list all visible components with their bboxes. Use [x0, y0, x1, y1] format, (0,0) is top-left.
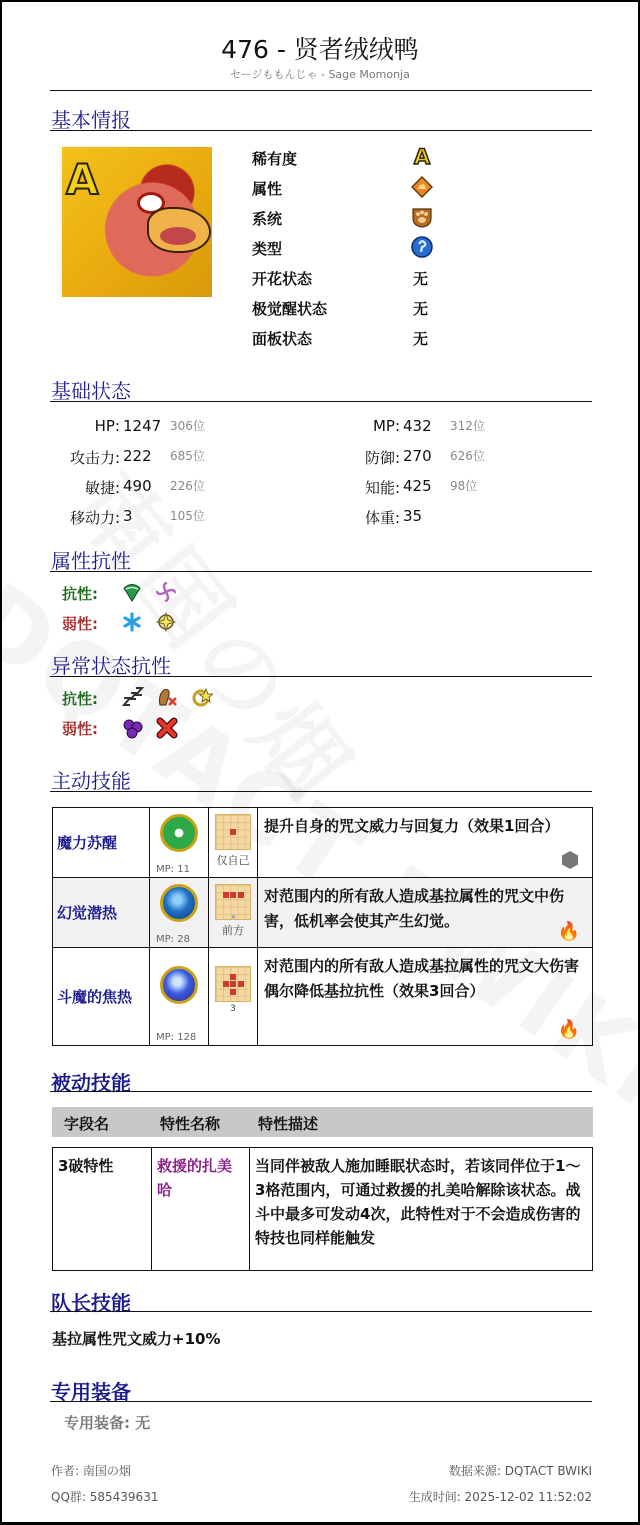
skill-range-cell	[209, 948, 258, 1046]
cancel-icon	[156, 717, 178, 739]
stat-label-mp: MP:	[372, 417, 400, 435]
skill-row[interactable]	[53, 948, 593, 1046]
passive-name: 救援的扎美哈	[152, 1148, 250, 1271]
header-trait-name: 特性名称	[160, 1115, 221, 1133]
rank-letter: A	[66, 155, 99, 204]
stat-value-move: 3	[123, 507, 133, 525]
info-label-family: 系统	[252, 210, 283, 228]
wind-element-icon	[122, 582, 142, 602]
page	[2, 2, 638, 1522]
section-basic-info: 基本情报	[51, 108, 131, 132]
stat-label-def: 防御:	[364, 449, 400, 467]
passive-row[interactable]	[53, 1148, 593, 1271]
divider	[50, 676, 592, 677]
skill-mp: MP: 28	[156, 934, 190, 945]
divider	[50, 791, 592, 792]
fire-element-icon	[411, 176, 433, 198]
spell-orb-icon	[160, 814, 198, 852]
skill-name: 斗魔的焦热	[53, 948, 150, 1046]
passive-skills-table	[52, 1147, 593, 1271]
skill-range-cell	[209, 878, 258, 948]
dizzy-icon	[191, 687, 213, 707]
divider	[50, 1091, 592, 1092]
stat-rank-def: 626位	[450, 449, 485, 463]
stat-label-weight: 体重:	[364, 509, 400, 527]
stat-value-hp: 1247	[123, 417, 162, 435]
info-label-rarity: 稀有度	[252, 150, 298, 168]
spell-orb-icon	[160, 884, 198, 922]
status-resist-label: 抗性:	[62, 690, 98, 708]
skill-mp: MP: 11	[156, 864, 190, 875]
section-active-skills: 主动技能	[51, 769, 131, 793]
rank-a-icon: A	[413, 145, 431, 169]
element-weak-label: 弱性:	[62, 615, 98, 633]
skill-desc: 对范围内的所有敌人造成基拉属性的咒文中伤害，低机率会使其产生幻觉。 🔥	[258, 878, 593, 948]
stat-rank-atk: 685位	[170, 449, 205, 463]
stat-rank-int: 98位	[450, 479, 478, 493]
stat-label-hp: HP:	[94, 417, 120, 435]
skill-mp: MP: 128	[156, 1032, 197, 1043]
stat-rank-move: 105位	[170, 509, 205, 523]
skill-desc: 提升自身的咒文威力与回复力（效果1回合）	[258, 808, 593, 878]
info-label-element: 属性	[252, 180, 283, 198]
section-passive-skills: 被动技能	[51, 1071, 131, 1095]
section-base-stats: 基础状态	[51, 379, 131, 403]
sleep-icon	[122, 687, 144, 707]
stat-rank-hp: 306位	[170, 419, 205, 433]
info-value-bloom: 无	[413, 270, 429, 288]
stat-label-agi: 敏捷:	[84, 479, 120, 497]
leader-skill-text: 基拉属性咒文威力+10%	[52, 1330, 221, 1348]
passive-field: 3破特性	[53, 1148, 152, 1271]
passive-desc: 当同伴被敌人施加睡眠状态时，若该同伴位于1～3格范围内，可通过救援的扎美哈解除该状态。战斗中最多可发动4次，此特性对于不会造成伤害的特技也同样能触发	[250, 1148, 593, 1271]
range-label: 前方	[222, 924, 244, 937]
section-element-resist: 属性抗性	[51, 549, 131, 573]
range-grid-icon	[215, 966, 251, 1002]
skill-name: 幻觉潜热	[53, 878, 150, 948]
info-label-awaken: 极觉醒状态	[252, 300, 328, 318]
exclusive-equip-text: 专用装备: 无	[64, 1414, 151, 1432]
flame-icon: 🔥	[557, 921, 580, 942]
footer-generated: 生成时间: 2025-12-02 11:52:02	[408, 1490, 592, 1504]
status-weak-label: 弱性:	[62, 720, 98, 738]
stat-value-atk: 222	[123, 447, 152, 465]
stat-value-mp: 432	[403, 417, 432, 435]
divider	[50, 1401, 592, 1402]
stat-label-int: 知能:	[364, 479, 400, 497]
footer-source: 数据来源: DQTACT BWIKI	[448, 1464, 592, 1478]
divider	[50, 401, 592, 402]
section-leader-skill: 队长技能	[51, 1291, 131, 1315]
beast-paw-icon	[411, 206, 433, 228]
skill-row[interactable]	[53, 808, 593, 878]
header-trait-desc: 特性描述	[258, 1115, 319, 1133]
skill-icon-cell	[150, 808, 209, 878]
page-subtitle: セージももんじゃ - Sage Momonja	[230, 68, 410, 81]
stat-value-def: 270	[403, 447, 432, 465]
info-value-awaken: 无	[413, 300, 429, 318]
range-label: 仅自己	[216, 854, 250, 867]
skill-row[interactable]	[53, 878, 593, 948]
flame-icon: 🔥	[557, 1019, 580, 1040]
magic-type-icon	[411, 236, 433, 258]
hexagon-icon	[562, 851, 578, 869]
info-label-type: 类型	[252, 240, 283, 258]
passive-table-header	[52, 1107, 593, 1137]
info-label-panel: 面板状态	[252, 330, 313, 348]
section-status-resist: 异常状态抗性	[51, 654, 171, 678]
light-element-icon	[156, 612, 176, 632]
ice-element-icon	[122, 612, 142, 632]
spell-orb-icon	[160, 966, 198, 1004]
divider	[50, 130, 592, 131]
skill-icon-cell	[150, 948, 209, 1046]
range-label: 3	[230, 1004, 236, 1014]
page-title: 476 - 贤者绒绒鸭	[221, 35, 419, 64]
poison-icon	[122, 717, 144, 739]
skill-range-cell	[209, 808, 258, 878]
skill-name: 魔力苏醒	[53, 808, 150, 878]
element-resist-label: 抗性:	[62, 585, 98, 603]
stat-label-move: 移动力:	[69, 509, 120, 527]
stat-rank-agi: 226位	[170, 479, 205, 493]
stat-value-weight: 35	[403, 507, 423, 525]
monster-portrait	[62, 147, 212, 297]
footer-author: 作者: 南国の烟	[51, 1464, 131, 1478]
seal-icon	[156, 687, 178, 707]
stat-value-agi: 490	[123, 477, 152, 495]
divider	[50, 90, 592, 91]
stat-label-atk: 攻击力:	[69, 449, 120, 467]
active-skills-table	[52, 807, 593, 1046]
section-exclusive-equip: 专用装备	[51, 1380, 131, 1404]
divider	[50, 1311, 592, 1312]
header-field: 字段名	[64, 1115, 110, 1133]
info-value-panel: 无	[413, 330, 429, 348]
stat-value-int: 425	[403, 477, 432, 495]
dark-element-icon	[156, 582, 176, 602]
range-grid-icon	[215, 814, 251, 850]
divider	[50, 571, 592, 572]
skill-icon-cell	[150, 878, 209, 948]
info-label-bloom: 开花状态	[252, 270, 313, 288]
footer-qq: QQ群: 585439631	[51, 1490, 159, 1504]
skill-desc: 对范围内的所有敌人造成基拉属性的咒文大伤害 偶尔降低基拉抗性（效果3回合） 🔥	[258, 948, 593, 1046]
stat-rank-mp: 312位	[450, 419, 485, 433]
portrait-mouth	[160, 227, 196, 245]
range-grid-icon: ×	[215, 884, 251, 920]
